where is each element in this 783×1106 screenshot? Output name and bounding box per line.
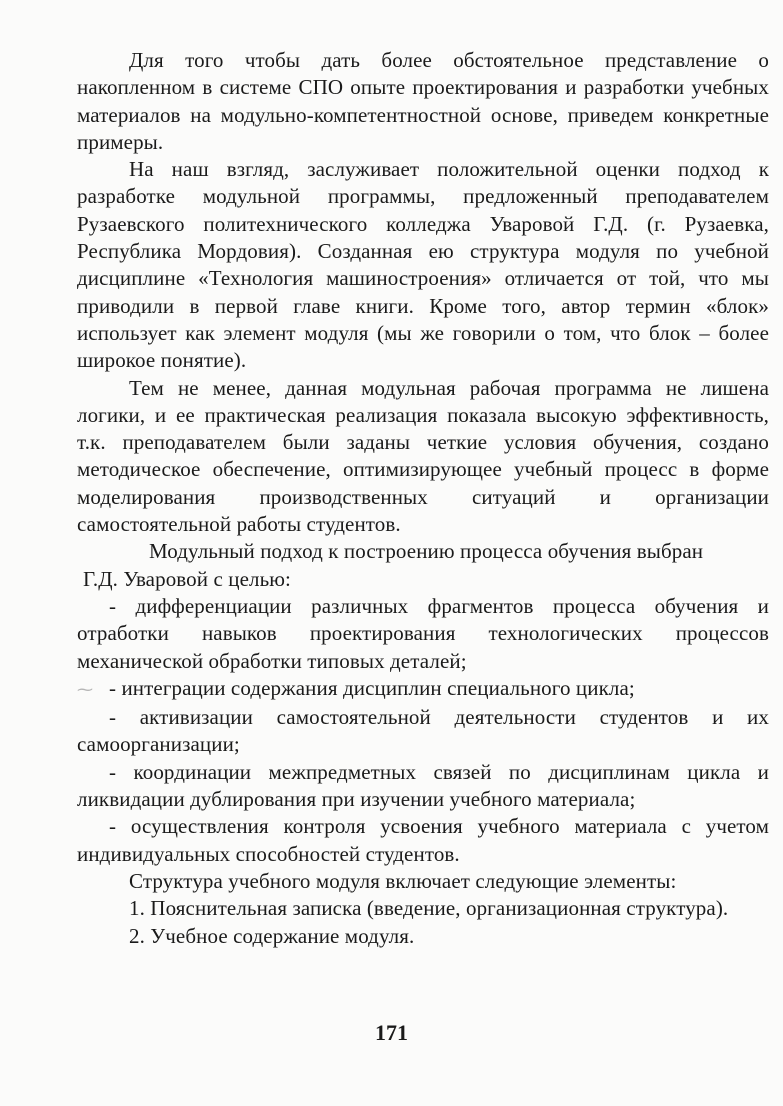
paragraph-intro: Для того чтобы дать более обстоятельное представление о накопленном в системе СПО опыте проектирования и разработки учебных материалов на модульно-компетентностной основе, приведем конкретные примеры. — [77, 48, 769, 154]
margin-mark-icon: ⁓ — [77, 681, 94, 699]
paragraph-goals-lead-line-1: Модульный подход к построению процесса обучения выбран — [149, 539, 704, 564]
goal-item-integration-text: - интеграции содержания дисциплин специального цикла; — [109, 675, 635, 700]
paragraph-approach: На наш взгляд, заслуживает положительной оценки подход к разработке модульной программы, предложенный преподавателем Рузаевского политехнического колледжа Уваровой Г.Д. (г. Рузаевка, Республика Мордовия). Созданная ею структура модуля по учебной дисциплине «Технология машиностроения» отличается от той, что мы приводили в первой главе книги. Кроме того, автор термин «блок» использует как элемент модуля (мы же говорили о том, что блок – более широкое понятие). — [77, 157, 769, 373]
goal-item-integration — [77, 675, 769, 704]
page-number: 171 — [375, 1020, 408, 1045]
document-body — [77, 47, 769, 950]
goal-item-control: - осуществления контроля усвоения учебного материала с учетом индивидуальных способностей студентов. — [77, 814, 769, 866]
goal-item-activation: - активизации самостоятельной деятельности студентов и их самоорганизации; — [77, 705, 769, 757]
structure-item-explanatory-note: 1. Пояснительная записка (введение, организационная структура). — [129, 896, 729, 921]
structure-intro: Структура учебного модуля включает следующие элементы: — [129, 868, 677, 893]
goal-item-differentiation: - дифференциации различных фрагментов процесса обучения и отработки навыков проектирования технологических процессов механической обработки типовых деталей; — [77, 593, 769, 673]
structure-item-content: 2. Учебное содержание модуля. — [129, 923, 415, 948]
paragraph-goals-lead-line-2: Г.Д. Уваровой с целью: — [83, 566, 291, 591]
goal-item-coordination: - координации межпредметных связей по дисциплинам цикла и ликвидации дублирования при изучении учебного материала; — [77, 759, 769, 812]
paragraph-evaluation: Тем не менее, данная модульная рабочая программа не лишена логики, и ее практическая реализация показала высокую эффективность, т.к. преподавателем были заданы четкие условия обучения, создано методическое обеспечение, оптимизирующее учебный процесс в форме моделирования производственных ситуаций и организации самостоятельной работы студентов. — [77, 375, 769, 537]
